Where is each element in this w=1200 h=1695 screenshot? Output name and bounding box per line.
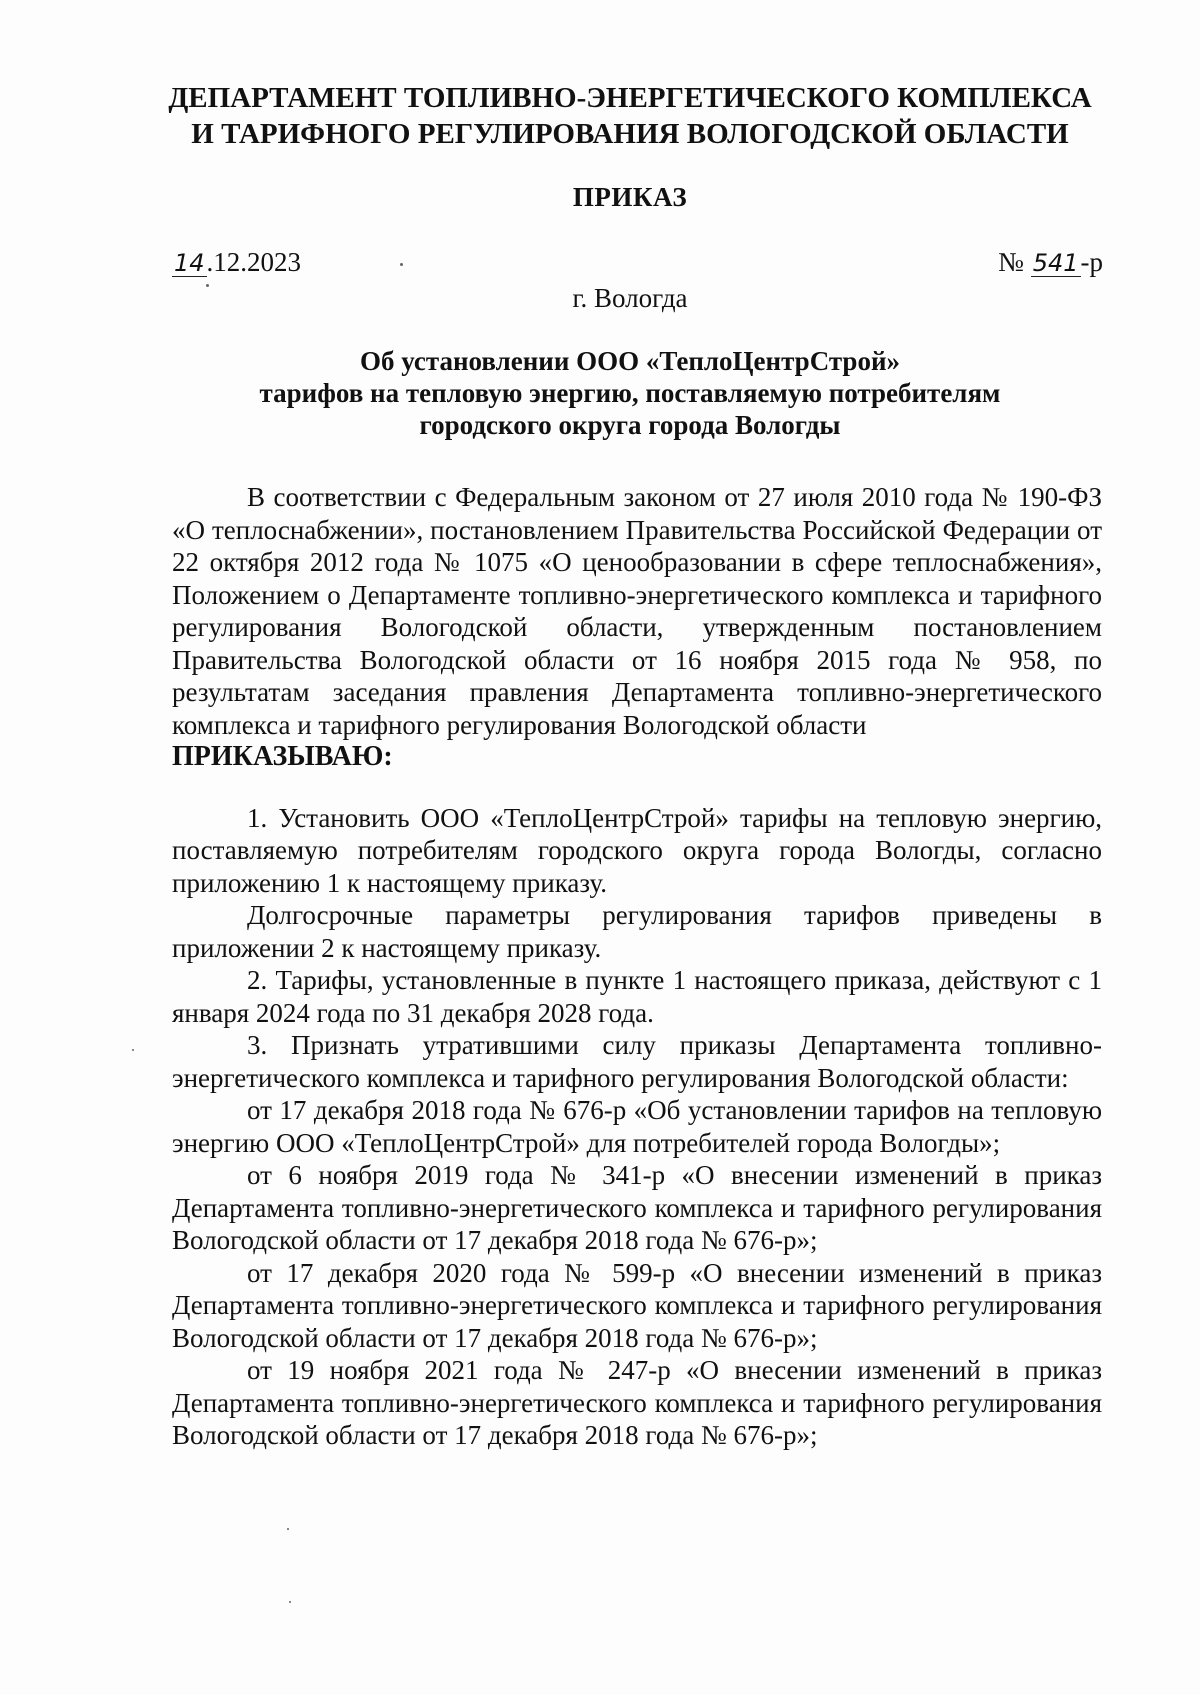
header-line-1: ДЕПАРТАМЕНТ ТОПЛИВНО-ЭНЕРГЕТИЧЕСКОГО КОМПЛЕКСА	[168, 82, 1092, 114]
scan-speck	[289, 1601, 291, 1603]
item-1-paragraph: 1. Установить ООО «ТеплоЦентрСтрой» тарифы на тепловую энергию, поставляемую потребителям городского округа города Вологды, согласно приложению 1 к настоящему приказу.	[172, 802, 1102, 898]
repealed-order-item: от 6 ноября 2019 года № 341-р «О внесении изменений в приказ Департамента топливно-энергетического комплекса и тарифного регулирования Вологодской области от 17 декабря 2018 года № 676-р»;	[172, 1160, 1102, 1255]
handwritten-day: 14	[174, 249, 205, 277]
handwritten-number: 541	[1032, 249, 1079, 277]
order-body	[172, 481, 1102, 1452]
repealed-order-item: от 17 декабря 2020 года № 599-р «О внесении изменений в приказ Департамента топливно-энергетического комплекса и тарифного регулирования Вологодской области от 17 декабря 2018 года № 676-р»;	[172, 1257, 1102, 1353]
decree-word: ПРИКАЗЫВАЮ:	[172, 741, 393, 772]
scan-speck	[287, 1528, 289, 1530]
number-prefix: №	[998, 247, 1024, 277]
item-3-paragraph: 3. Признать утратившими силу приказы Департамента топливно-энергетического комплекса и тарифного регулирования Вологодской области:	[172, 1030, 1102, 1093]
item-1-note-paragraph: Долгосрочные параметры регулирования тарифов приведены в приложении 2 к настоящему приказу.	[172, 900, 1102, 963]
repealed-order-item: от 17 декабря 2018 года № 676-р «Об установлении тарифов на тепловую энергию ООО «ТеплоЦентрСтрой» для потребителей города Вологды»;	[172, 1095, 1102, 1158]
city-name: г. Вологда	[572, 283, 688, 313]
subject-line-2: тарифов на тепловую энергию, поставляемую потребителям	[259, 378, 1001, 408]
scan-speck	[132, 1049, 134, 1051]
subject-line-1: Об установлении ООО «ТеплоЦентрСтрой»	[359, 346, 901, 376]
order-date	[172, 247, 301, 278]
number-suffix: -р	[1080, 247, 1103, 277]
subject-line-3: городского округа города Вологды	[419, 410, 841, 440]
order-number	[998, 247, 1103, 278]
order-title: ПРИКАЗ	[572, 182, 688, 212]
header-line-2: И ТАРИФНОГО РЕГУЛИРОВАНИЯ ВОЛОГОДСКОЙ ОБЛАСТИ	[191, 118, 1069, 150]
scan-speck	[400, 263, 403, 266]
preamble-paragraph: В соответствии с Федеральным законом от 27 июля 2010 года № 190-ФЗ «О теплоснабжении», постановлением Правительства Российской Федерации от 22 октября 2012 года № 1075 «О ценообразовании в сфере теплоснабжения», Положением о Департаменте топливно-энергетического комплекса и тарифного регулирования Вологодской области, утвержденным постановлением Правительства Вологодской области от 16 ноября 2015 года № 958, по результатам заседания правления Департамента топливно-энергетического комплекса и тарифного регулирования Вологодской области	[172, 482, 1102, 740]
scan-speck	[206, 284, 209, 287]
order-subject	[130, 345, 1130, 441]
date-rest: .12.2023	[206, 247, 302, 277]
item-2-paragraph: 2. Тарифы, установленные в пункте 1 настоящего приказа, действуют с 1 января 2024 года по 31 декабря 2028 года.	[172, 965, 1102, 1028]
department-header	[130, 80, 1130, 152]
repealed-order-item: от 19 ноября 2021 года № 247-р «О внесении изменений в приказ Департамента топливно-энергетического комплекса и тарифного регулирования Вологодской области от 17 декабря 2018 года № 676-р»;	[172, 1355, 1102, 1450]
